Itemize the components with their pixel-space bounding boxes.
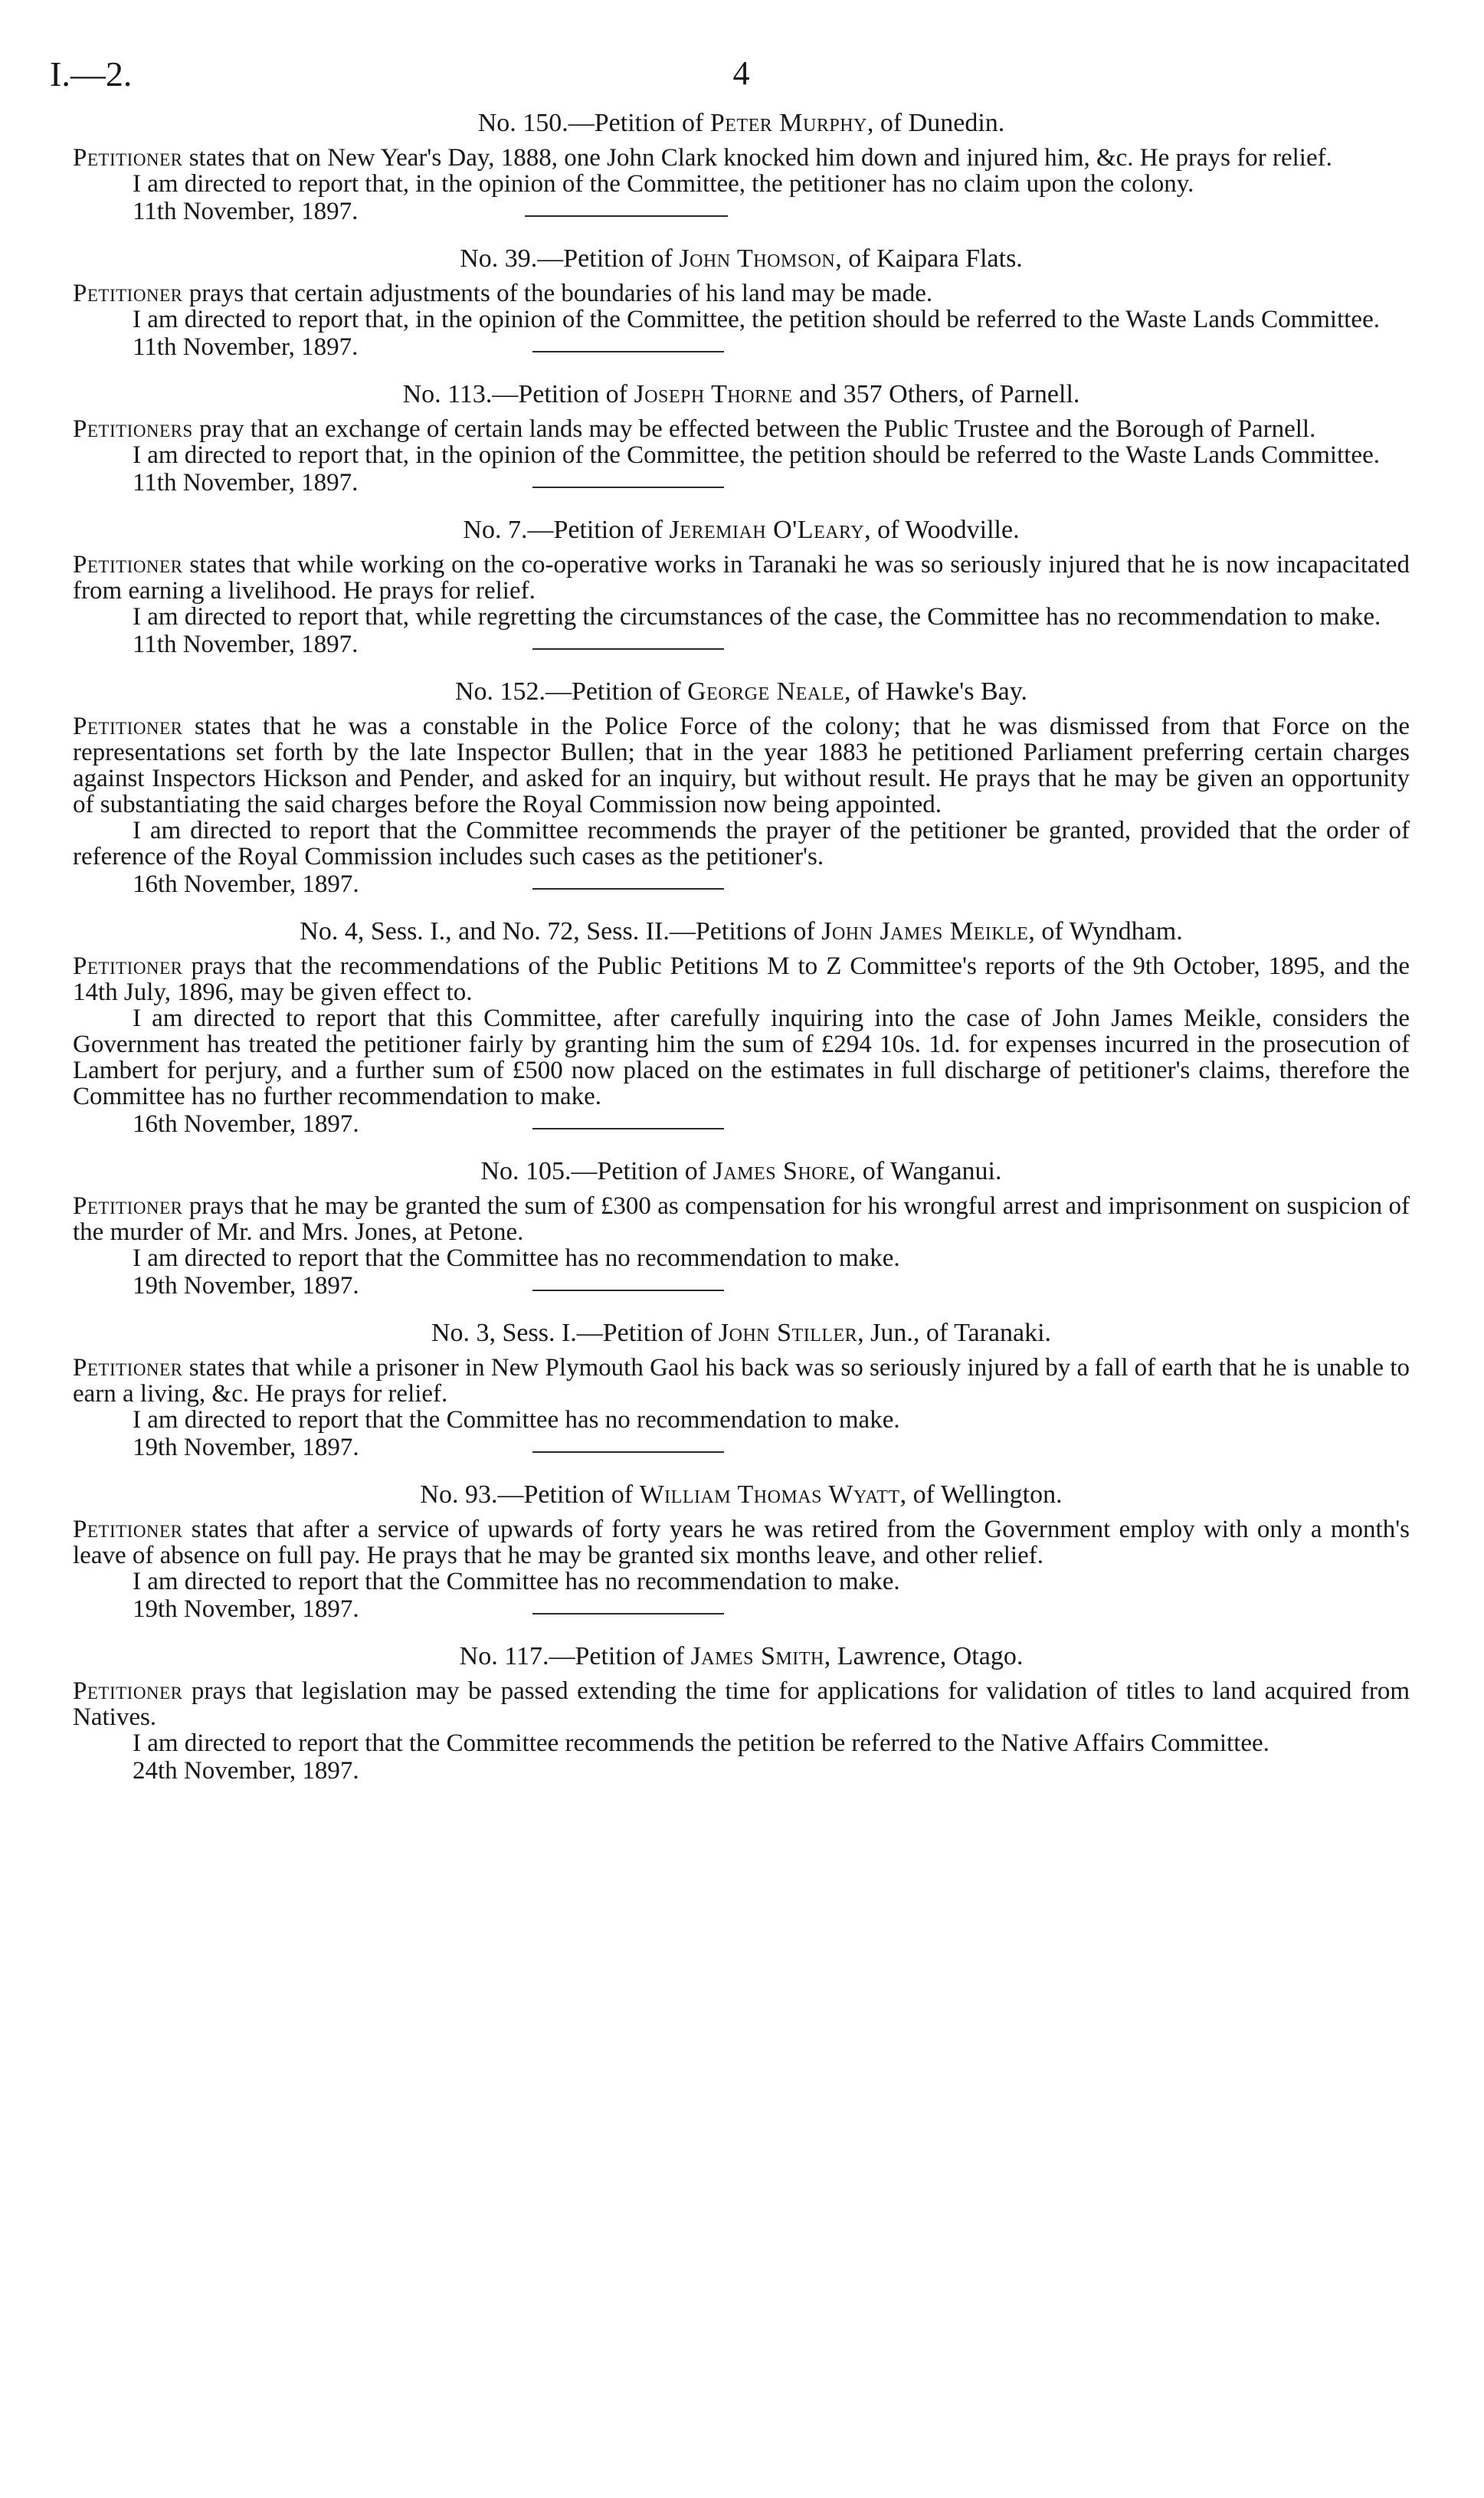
petition-statement: Petitioner prays that he may be granted the sum of £300 as compensation for his wrongful arrest and imprisonment on suspicion of the murder of Mr. and Mrs. Jones, at Petone. xyxy=(73,1192,1410,1246)
report-date: 11th November, 1897. xyxy=(73,333,1410,362)
separator-rule xyxy=(525,215,728,217)
committee-report: I am directed to report that the Committee has no recommendation to make. xyxy=(133,1568,900,1595)
petitioner-name: James Smith xyxy=(690,1642,824,1670)
separator-rule xyxy=(532,1290,724,1291)
separator-rule xyxy=(532,888,724,890)
petition-entry xyxy=(73,1317,1410,1462)
page-number: 4 xyxy=(732,54,750,92)
report-date: 19th November, 1897. xyxy=(73,1595,1410,1624)
committee-report: I am directed to report that, in the opinion of the Committee, the petition should be referred to the Waste Lands Committee. xyxy=(133,306,1380,333)
petition-entry xyxy=(73,1479,1410,1624)
page-header xyxy=(50,31,1410,107)
petitioner-name: John James Meikle xyxy=(821,917,1029,946)
petitioner-name: James Shore xyxy=(713,1157,850,1185)
report-date: 11th November, 1897. xyxy=(73,630,1410,659)
report-date: 16th November, 1897. xyxy=(73,1110,1410,1139)
petition-statement: Petitioners pray that an exchange of certain lands may be effected between the Public Trustee and the Borough of Parnell. xyxy=(73,415,1316,443)
separator-rule xyxy=(532,1451,724,1453)
petition-statement: Petitioner states that after a service of upwards of forty years he was retired from the Government employ with only a month's leave of absence on full pay. He prays that he may be granted six months leave, and other relief. xyxy=(73,1516,1410,1569)
petition-statement: Petitioner states that while a prisoner in New Plymouth Gaol his back was so seriously injured by a fall of earth that he is unable to earn a living, &c. He prays for relief. xyxy=(73,1354,1410,1408)
committee-report: I am directed to report that this Committee, after carefully inquiring into the case of John James Meikle, considers the Government has treated the petitioner fairly by granting him the sum of £294 10s. 1d. for expenses incurred in the prosecution of Lambert for perjury, and a further sum of £500 now placed on the estimates in full discharge of petitioner's claims, therefore the Committee has no further recommendation to make. xyxy=(73,1005,1410,1110)
petition-entry xyxy=(73,107,1410,226)
committee-report: I am directed to report that the Committee has no recommendation to make. xyxy=(133,1244,900,1272)
petition-entry xyxy=(73,1156,1410,1300)
petition-title: No. 152.—Petition of George Neale, of Hawke's Bay. xyxy=(454,677,1028,706)
committee-report: I am directed to report that the Committee recommends the prayer of the petitioner be granted, provided that the order of reference of the Royal Commission includes such cases as the petitioner's. xyxy=(73,817,1410,870)
petition-statement: Petitioner states that he was a constable in the Police Force of the colony; that he was dismissed from that Force on the representations set forth by the late Inspector Bullen; that in the year 1883 he petitioned Parliament preferring certain charges against Inspectors Hickson and Pender, and asked for an inquiry, but without result. He prays that he may be given an opportunity of substantiating the said charges before the Royal Commission now being appointed. xyxy=(73,713,1410,818)
petitioner-name: Jeremiah O'Leary xyxy=(669,516,865,544)
document-page xyxy=(50,31,1410,1785)
petitioner-name: George Neale xyxy=(687,677,845,706)
report-date: 16th November, 1897. xyxy=(73,870,1410,899)
separator-rule xyxy=(532,487,724,488)
petition-entry xyxy=(73,916,1410,1139)
petition-entry xyxy=(73,676,1410,899)
petition-statement: Petitioner prays that certain adjustments of the boundaries of his land may be made. xyxy=(73,280,933,307)
petitioner-name: Peter Murphy xyxy=(709,109,867,137)
report-date: 11th November, 1897. xyxy=(73,468,1410,497)
separator-rule xyxy=(532,1128,724,1129)
petitioner-name: John Stiller xyxy=(718,1319,858,1347)
petition-title: No. 93.—Petition of William Thomas Wyatt, of Wellington. xyxy=(420,1480,1063,1509)
petitioner-name: William Thomas Wyatt xyxy=(639,1480,900,1509)
petitioner-name: John Thomson xyxy=(679,244,836,273)
petition-title: No. 150.—Petition of Peter Murphy, of Dunedin. xyxy=(477,109,1005,137)
committee-report: I am directed to report that the Committee has no recommendation to make. xyxy=(133,1406,900,1434)
petition-statement: Petitioner prays that the recommendations of the Public Petitions M to Z Committee's reports of the 9th October, 1895, and the 14th July, 1896, may be given effect to. xyxy=(73,952,1410,1006)
committee-report: I am directed to report that, in the opinion of the Committee, the petitioner has no claim upon the colony. xyxy=(133,170,1194,198)
committee-report: I am directed to report that, in the opinion of the Committee, the petition should be referred to the Waste Lands Committee. xyxy=(133,441,1380,469)
committee-report: I am directed to report that the Committee recommends the petition be referred to the Native Affairs Committee. xyxy=(133,1729,1269,1757)
separator-rule xyxy=(532,648,724,650)
petition-entry xyxy=(73,1641,1410,1785)
petition-statement: Petitioner states that on New Year's Day, 1888, one John Clark knocked him down and injured him, &c. He prays for relief. xyxy=(73,144,1332,172)
petition-entry xyxy=(73,243,1410,362)
committee-report: I am directed to report that, while regretting the circumstances of the case, the Committee has no recommendation to make. xyxy=(133,603,1381,631)
petition-statement: Petitioner states that while working on the co-operative works in Taranaki he was so seriously injured that he is now incapacitated from earning a livelihood. He prays for relief. xyxy=(73,551,1410,605)
petition-title: No. 4, Sess. I., and No. 72, Sess. II.—Petitions of John James Meikle, of Wyndham. xyxy=(300,917,1183,946)
report-date: 24th November, 1897. xyxy=(133,1757,359,1785)
petition-title: No. 7.—Petition of Jeremiah O'Leary, of Woodville. xyxy=(463,516,1020,544)
petition-title: No. 3, Sess. I.—Petition of John Stiller, Jun., of Taranaki. xyxy=(431,1319,1052,1347)
report-date: 19th November, 1897. xyxy=(73,1433,1410,1462)
petition-title: No. 39.—Petition of John Thomson, of Kaipara Flats. xyxy=(460,244,1023,273)
petition-title: No. 113.—Petition of Joseph Thorne and 357 Others, of Parnell. xyxy=(402,380,1080,408)
petition-entry xyxy=(73,379,1410,497)
petition-entry xyxy=(73,514,1410,659)
report-date: 19th November, 1897. xyxy=(73,1271,1410,1300)
separator-rule xyxy=(532,351,724,352)
petition-title: No. 117.—Petition of James Smith, Lawrence, Otago. xyxy=(459,1642,1024,1670)
petition-title: No. 105.—Petition of James Shore, of Wanganui. xyxy=(480,1157,1002,1185)
petitioner-name: Joseph Thorne xyxy=(634,380,793,408)
paper-reference: I.—2. xyxy=(50,54,133,93)
report-date: 11th November, 1897. xyxy=(73,197,1410,226)
petition-statement: Petitioner prays that legislation may be passed extending the time for applications for validation of titles to land acquired from Natives. xyxy=(73,1677,1410,1731)
separator-rule xyxy=(532,1613,724,1615)
